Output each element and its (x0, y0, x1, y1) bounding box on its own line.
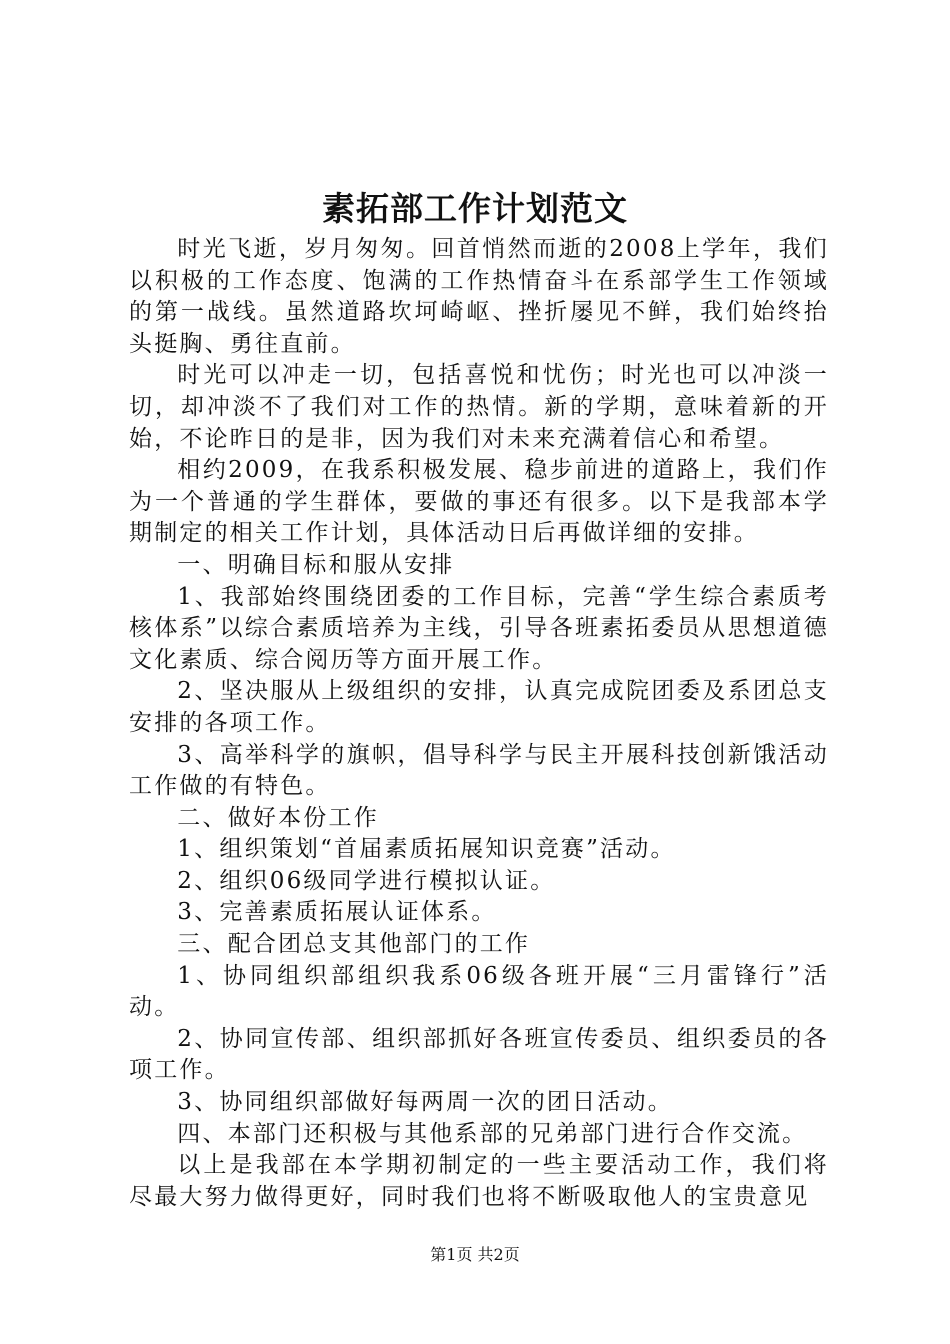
section-heading-4: 四、本部门还积极与其他系部的兄弟部门进行合作交流。 (177, 1120, 808, 1147)
list-item: 3、协同组织部做好每两周一次的团日活动。 (177, 1089, 673, 1116)
list-item: 3、高举科学的旗帜，倡导科学与民主开展科技创新饿活动工作做的有特色。 (129, 741, 829, 800)
list-item: 3、完善素质拓展认证体系。 (177, 899, 497, 926)
section-heading-3: 三、配合团总支其他部门的工作 (177, 931, 531, 958)
list-item: 2、坚决服从上级组织的安排，认真完成院团委及系团总支安排的各项工作。 (129, 678, 829, 736)
document-body (129, 234, 829, 1213)
paragraph-conclusion: 以上是我部在本学期初制定的一些主要活动工作，我们将尽最大努力做得更好，同时我们也将不断吸取他人的宝贵意见 (129, 1152, 829, 1210)
list-item: 1、协同组织部组织我系06级各班开展“三月雷锋行”活动。 (129, 962, 829, 1021)
section-heading-2: 二、做好本份工作 (177, 804, 379, 831)
list-item: 2、组织06级同学进行模拟认证。 (177, 867, 556, 894)
list-item: 2、协同宣传部、组织部抓好各班宣传委员、组织委员的各项工作。 (129, 1025, 829, 1084)
section-heading-1: 一、明确目标和服从安排 (177, 551, 455, 578)
list-item: 1、组织策划“首届素质拓展知识竞赛”活动。 (177, 836, 676, 863)
page-footer: 第1页 共2页 (430, 1245, 520, 1264)
document-title: 素拓部工作计划范文 (322, 189, 628, 228)
paragraph-intro-3: 相约2009，在我系积极发展、稳步前进的道路上，我们作为一个普通的学生群体，要做的事还有很多。以下是我部本学期制定的相关工作计划，具体活动日后再做详细的安排。 (129, 457, 829, 547)
paragraph-intro-1: 时光飞逝，岁月匆匆。回首悄然而逝的2008上学年，我们以积极的工作态度、饱满的工作热情奋斗在系部学生工作领域的第一战线。虽然道路坎坷崎岖、挫折屡见不鲜，我们始终抬头挺胸、勇往直前。 (129, 236, 829, 357)
list-item: 1、我部始终围绕团委的工作目标，完善“学生综合素质考核体系”以综合素质培养为主线，引导各班素拓委员从思想道德文化素质、综合阅历等方面开展工作。 (129, 583, 829, 673)
paragraph-intro-2: 时光可以冲走一切，包括喜悦和忧伤；时光也可以冲淡一切，却冲淡不了我们对工作的热情。新的学期，意味着新的开始，不论昨日的是非，因为我们对未来充满着信心和希望。 (129, 362, 829, 452)
